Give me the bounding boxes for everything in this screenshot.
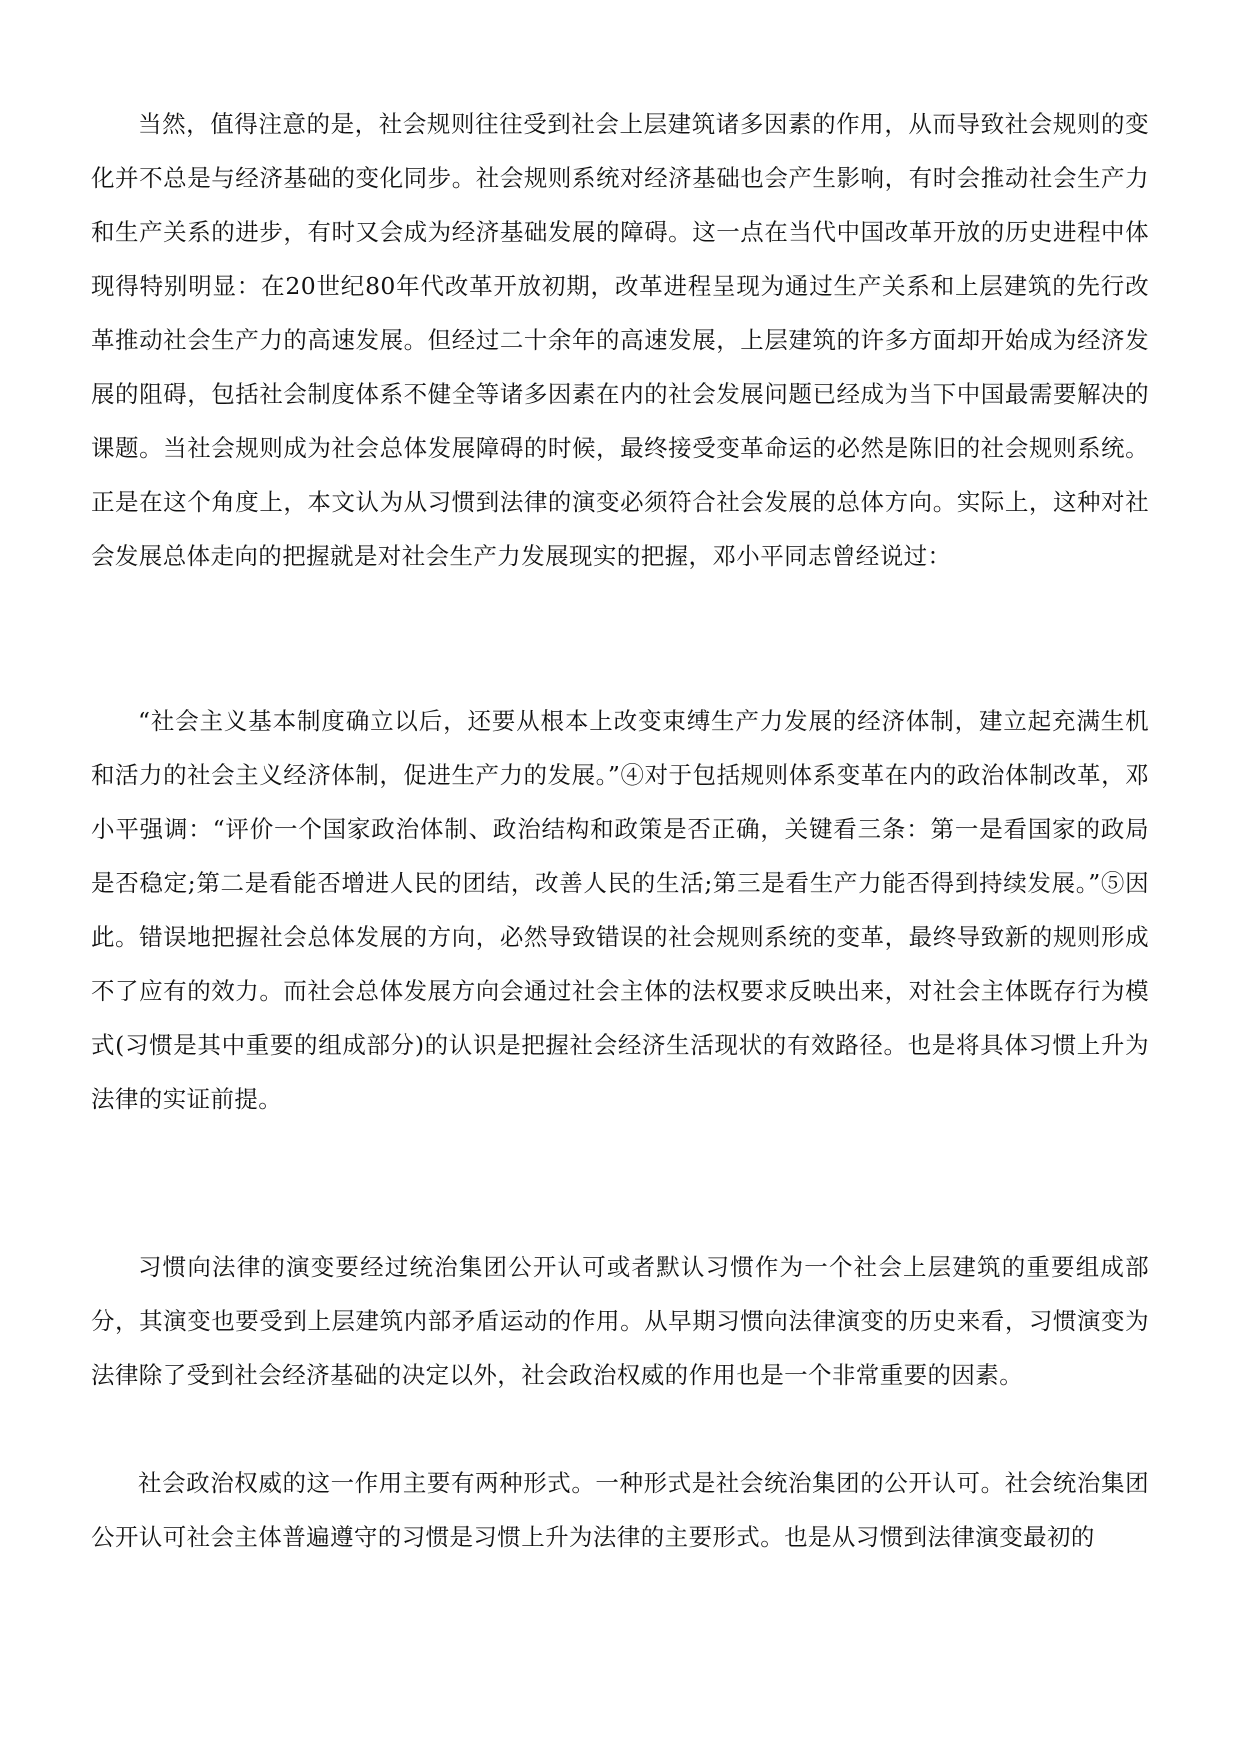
body-paragraph-3: 习惯向法律的演变要经过统治集团公开认可或者默认习惯作为一个社会上层建筑的重要组成部分，其演变也要受到上层建筑内部矛盾运动的作用。从早期习惯向法律演变的历史来看，习惯演变为法律除了受到社会经济基础的决定以外，社会政治权威的作用也是一个非常重要的因素。 <box>91 1253 1149 1389</box>
body-paragraph-1: 当然，值得注意的是，社会规则往往受到社会上层建筑诸多因素的作用，从而导致社会规则的变化并不总是与经济基础的变化同步。社会规则系统对经济基础也会产生影响，有时会推动社会生产力和生产关系的进步，有时又会成为经济基础发展的障碍。这一点在当代中国改革开放的历史进程中体现得特别明显：在20世纪80年代改革开放初期，改革进程呈现为通过生产关系和上层建筑的先行改革推动社会生产力的高速发展。但经过二十余年的高速发展，上层建筑的许多方面却开始成为经济发展的阻碍，包括社会制度体系不健全等诸多因素在内的社会发展问题已经成为当下中国最需要解决的课题。当社会规则成为社会总体发展障碍的时候，最终接受变革命运的必然是陈旧的社会规则系统。正是在这个角度上，本文认为从习惯到法律的演变必须符合社会发展的总体方向。实际上，这种对社会发展总体走向的把握就是对社会生产力发展现实的把握，邓小平同志曾经说过： <box>91 110 1149 570</box>
body-paragraph-2: “社会主义基本制度确立以后，还要从根本上改变束缚生产力发展的经济体制，建立起充满生机和活力的社会主义经济体制，促进生产力的发展。”④对于包括规则体系变革在内的政治体制改革，邓小平强调：“评价一个国家政治体制、政治结构和政策是否正确，关键看三条：第一是看国家的政局是否稳定;第二是看能否增进人民的团结，改善人民的生活;第三是看生产力能否得到持续发展。”⑤因此。错误地把握社会总体发展的方向，必然导致错误的社会规则系统的变革，最终导致新的规则形成不了应有的效力。而社会总体发展方向会通过社会主体的法权要求反映出来，对社会主体既存行为模式(习惯是其中重要的组成部分)的认识是把握社会经济生活现状的有效路径。也是将具体习惯上升为法律的实证前提。 <box>91 707 1149 1113</box>
body-paragraph-4: 社会政治权威的这一作用主要有两种形式。一种形式是社会统治集团的公开认可。社会统治集团公开认可社会主体普遍遵守的习惯是习惯上升为法律的主要形式。也是从习惯到法律演变最初的 <box>91 1469 1149 1551</box>
